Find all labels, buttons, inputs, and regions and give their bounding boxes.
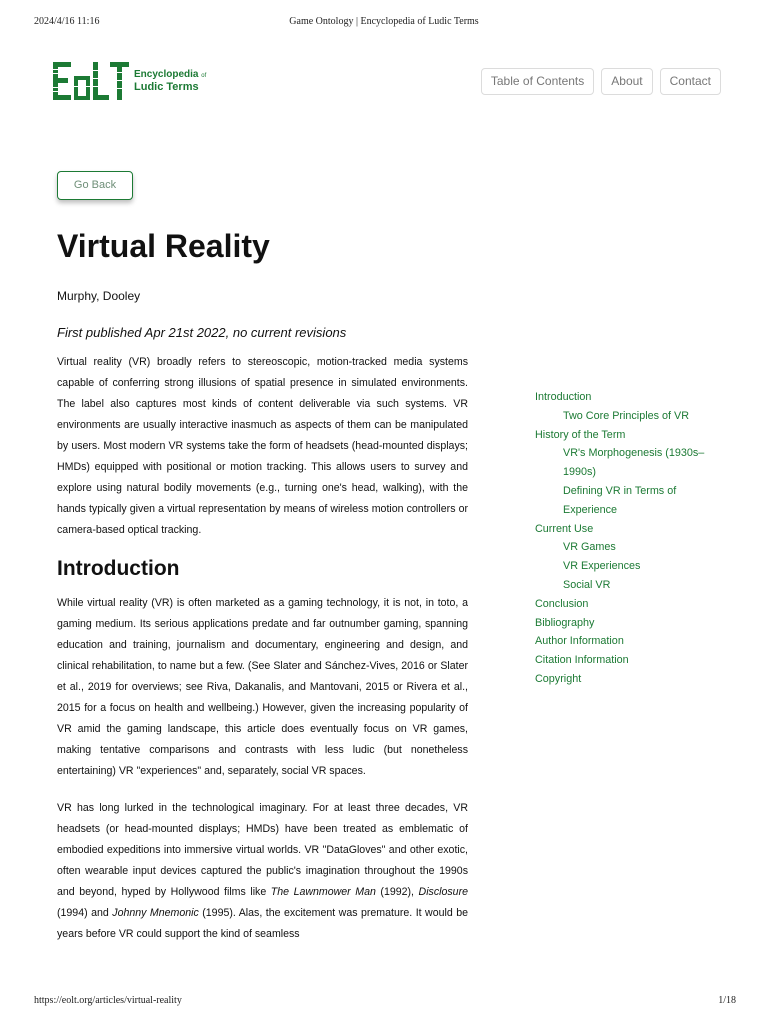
nav-about[interactable]: About <box>601 68 652 95</box>
toc-vr-experiences[interactable]: VR Experiences <box>563 560 641 573</box>
introduction-heading: Introduction <box>57 557 180 580</box>
intro-paragraph-1: While virtual reality (VR) is often marketed as a gaming technology, it is not, in toto, a gaming medium. Its serious applications predate and far outnumber gaming, spanning education and training, journalism and documentary, engineering and design, and clinical rehabilitation, to name but a few. (See Slater and Sánchez-Vives, 2016 or Slater et al., 2019 for overviews; see Riva, Dakanalis, and Mantovani, 2015 or Rivera et al., 2015 for a focus on health and wellbeing.) However, given the increasing popularity of VR amid the gaming landscape, this article does eventually focus on VR games, making tentative comparisons and contrasts with less ludic (but nonetheless entertaining) VR "experiences" and, separately, social VR spaces. <box>57 597 468 777</box>
intro-p2-text-b: (1992), <box>375 886 419 898</box>
nav-table-of-contents[interactable]: Table of Contents <box>481 68 594 95</box>
toc-bibliography[interactable]: Bibliography <box>535 616 595 629</box>
toc-author-information[interactable]: Author Information <box>535 635 624 648</box>
print-footer <box>0 995 768 1009</box>
top-nav <box>481 68 721 95</box>
toc-vr-games[interactable]: VR Games <box>563 541 616 554</box>
eolt-logo-icon <box>53 62 129 100</box>
logo-line2: Ludic Terms <box>134 81 199 93</box>
print-header <box>0 16 768 30</box>
intro-p2-text-d: (1995). Alas, the excitement was premature. It would be years before VR could support the kind of seamless <box>57 907 468 940</box>
print-datetime: 2024/4/16 11:16 <box>34 16 100 27</box>
toc-history-of-the-term[interactable]: History of the Term <box>535 428 626 441</box>
toc-conclusion[interactable]: Conclusion <box>535 597 589 610</box>
toc-copyright[interactable]: Copyright <box>535 672 582 685</box>
page-title: Virtual Reality <box>57 228 270 264</box>
intro-p2-text-a: VR has long lurked in the technological imaginary. For at least three decades, VR headsets (or head-mounted displays; HMDs) have been treated as emblematic of embodied expeditions into immersive virtual worlds. VR "DataGloves" and other exotic, often wearable input devices captured the public's imagination throughout the 1990s and beyond, hyped by Hollywood films like <box>57 802 468 898</box>
intro-paragraph-2 <box>57 798 468 945</box>
film-title-johnny-mnemonic: Johnny Mnemonic <box>112 907 199 919</box>
abstract-paragraph: Virtual reality (VR) broadly refers to stereoscopic, motion-tracked media systems capable of conferring strong illusions of spatial presence in simulated environments. The label also captures most kinds of content deliverable via such systems. VR environments are usually interactive inasmuch as aspects of them can be manipulated by users. Most modern VR systems take the form of headsets (head-mounted displays; HMDs) equipped with positional or motion tracking. This allows users to survey and explore using natural bodily movements (e.g., turning one's head, walking), with the hands typically given a virtual representation by means of wireless motion controllers or camera-based optical tracking. <box>57 356 468 536</box>
toc-introduction[interactable]: Introduction <box>535 391 592 403</box>
go-back-button[interactable]: Go Back <box>57 171 133 200</box>
logo-wordmark <box>134 69 206 93</box>
toc-defining-vr[interactable]: Defining VR in Terms of Experience <box>563 484 677 516</box>
logo-line1: Encyclopedia <box>134 69 199 80</box>
toc-social-vr[interactable]: Social VR <box>563 578 611 591</box>
print-page-number: 1/18 <box>718 995 736 1006</box>
logo-letters <box>53 62 129 100</box>
film-title-lawnmower-man: The Lawnmower Man <box>270 886 376 898</box>
toc-current-use[interactable]: Current Use <box>535 522 594 535</box>
article-authors: Murphy, Dooley <box>57 289 141 303</box>
print-page-title: Game Ontology | Encyclopedia of Ludic Terms <box>289 16 479 27</box>
intro-p2-text-c: (1994) and <box>57 907 113 919</box>
article-body <box>57 352 468 961</box>
table-of-contents-sidebar <box>535 388 715 689</box>
nav-contact[interactable]: Contact <box>660 68 721 95</box>
logo-line1-small: of <box>201 73 207 79</box>
toc-citation-information[interactable]: Citation Information <box>535 654 629 667</box>
film-title-disclosure: Disclosure <box>418 886 468 898</box>
toc-vr-morphogenesis[interactable]: VR's Morphogenesis (1930s–1990s) <box>563 447 705 479</box>
publication-info: First published Apr 21st 2022, no current revisions <box>57 325 347 340</box>
site-logo[interactable] <box>53 62 206 100</box>
toc-two-core-principles[interactable]: Two Core Principles of VR <box>563 409 690 422</box>
print-url: https://eolt.org/articles/virtual-reality <box>34 995 182 1006</box>
